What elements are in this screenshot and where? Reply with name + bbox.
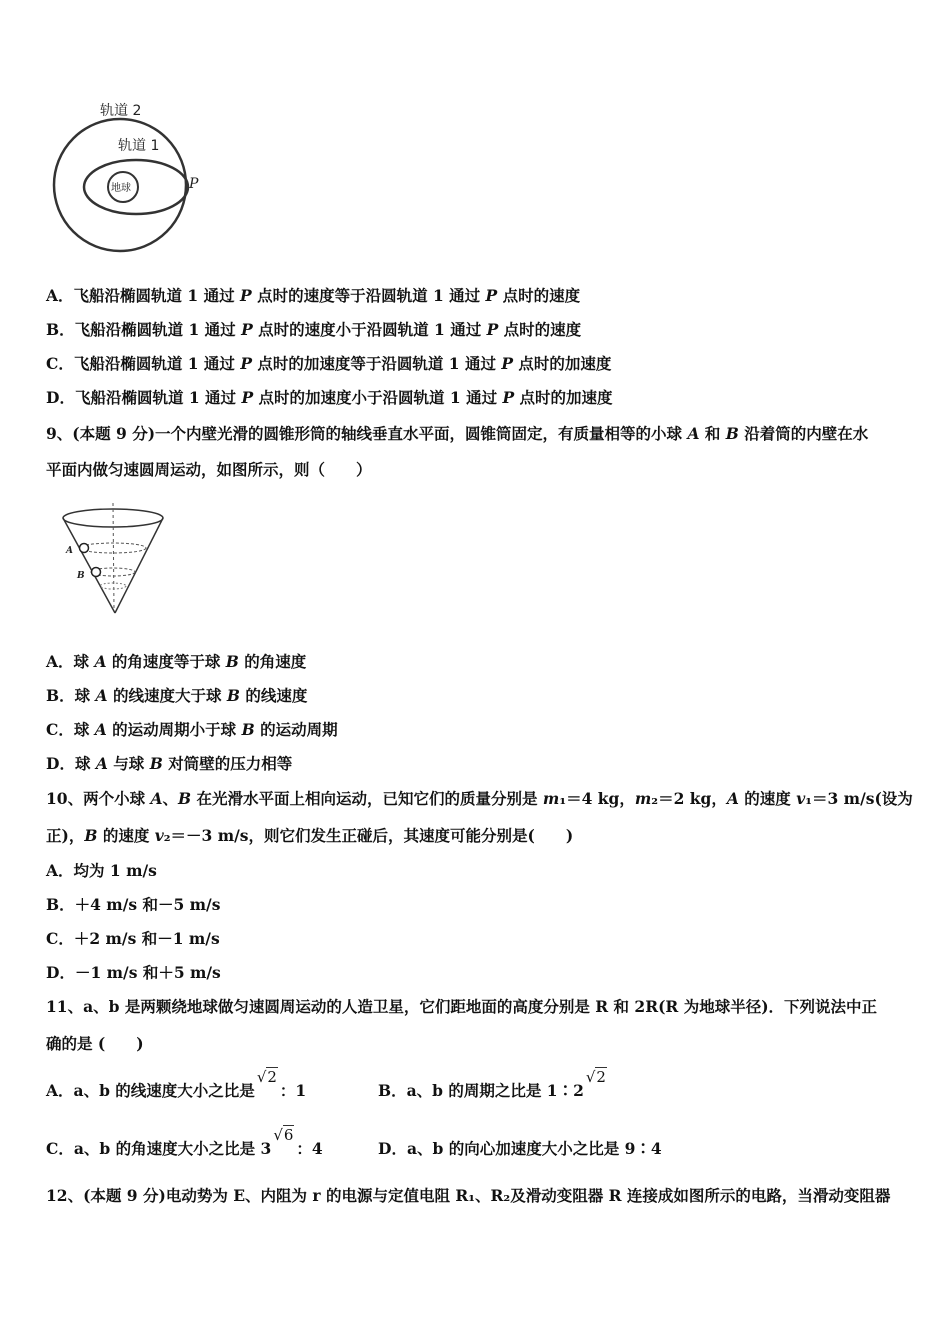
cone-left-wall: [63, 518, 115, 613]
q10-option-a: A．均为 1 m/s: [46, 861, 157, 880]
q9-stem-line2: 平面内做匀速圆周运动，如图所示，则（ ）: [46, 460, 372, 479]
q10-option-c: C．＋2 m/s 和－1 m/s: [46, 929, 220, 948]
q11-stem-line1: 11、a、b 是两颗绕地球做匀速圆周运动的人造卫星，它们距地面的高度分别是 R 和 2R(R 为地球半径)．下列说法中正: [46, 997, 878, 1016]
q11-option-c: C．a、b 的角速度大小之比是 3√6：4: [46, 1126, 323, 1158]
q8-option-c: C．飞船沿椭圆轨道 1 通过 P 点时的加速度等于沿圆轨道 1 通过 P 点时的加速度: [46, 354, 612, 373]
q9-option-b: B．球 A 的线速度大于球 B 的线速度: [46, 686, 308, 705]
orbit-1-ellipse: [84, 160, 188, 214]
orbit-2-label: 轨道 2: [100, 103, 142, 119]
q10-stem-line1: 10、两个小球 A、B 在光滑水平面上相向运动，已知它们的质量分别是 m₁＝4 kg，m₂＝2 kg，A 的速度 v₁＝3 m/s(设为: [46, 789, 913, 808]
q9-option-a: A．球 A 的角速度等于球 B 的角速度: [46, 652, 307, 671]
q9-option-d: D．球 A 与球 B 对筒壁的压力相等: [46, 754, 293, 773]
cone-lower-circle: [100, 583, 126, 589]
q10-option-d: D．－1 m/s 和＋5 m/s: [46, 963, 221, 982]
cone-right-wall: [115, 518, 163, 613]
q8-option-b: B．飞船沿椭圆轨道 1 通过 P 点时的速度小于沿圆轨道 1 通过 P 点时的速度: [46, 320, 582, 339]
q8-option-d: D．飞船沿椭圆轨道 1 通过 P 点时的加速度小于沿圆轨道 1 通过 P 点时的加速度: [46, 388, 613, 407]
cone-figure: [48, 498, 178, 620]
sqrt-symbol: √6: [273, 1126, 294, 1144]
q9-stem-line1: 9、(本题 9 分)一个内壁光滑的圆锥形筒的轴线垂直水平面，圆锥筒固定，有质量相等的小球 A 和 B 沿着筒的内壁在水: [46, 424, 869, 443]
ball-a: [80, 544, 89, 553]
ball-b-label: B: [77, 571, 85, 581]
q11-option-a: A．a、b 的线速度大小之比是√2：1: [46, 1068, 307, 1100]
point-p-label: P: [189, 176, 199, 192]
q11-option-d: D．a、b 的向心加速度大小之比是 9∶4: [378, 1139, 662, 1158]
ball-b: [92, 568, 101, 577]
cone-axis: [113, 503, 114, 610]
q11-option-b: B．a、b 的周期之比是 1∶2√2: [378, 1068, 606, 1100]
q10-option-b: B．＋4 m/s 和－5 m/s: [46, 895, 221, 914]
q10-stem-line2: 正)，B 的速度 v₂＝－3 m/s，则它们发生正碰后，其速度可能分别是( ): [46, 826, 574, 845]
sqrt-symbol: √2: [256, 1068, 277, 1086]
q11-stem-line2: 确的是 ( ): [46, 1034, 144, 1053]
q8-option-a: A．飞船沿椭圆轨道 1 通过 P 点时的速度等于沿圆轨道 1 通过 P 点时的速度: [46, 286, 581, 305]
earth-label: 地球: [111, 183, 131, 194]
q12-stem-line1: 12、(本题 9 分)电动势为 E、内阻为 r 的电源与定值电阻 R₁、R₂及滑动变阻器 R 连接成如图所示的电路，当滑动变阻器: [46, 1186, 891, 1205]
orbit-1-label: 轨道 1: [118, 138, 160, 154]
sqrt-symbol: √2: [585, 1068, 606, 1086]
ball-a-label: A: [66, 546, 73, 556]
q9-option-c: C．球 A 的运动周期小于球 B 的运动周期: [46, 720, 338, 739]
orbit-figure: [38, 90, 218, 260]
